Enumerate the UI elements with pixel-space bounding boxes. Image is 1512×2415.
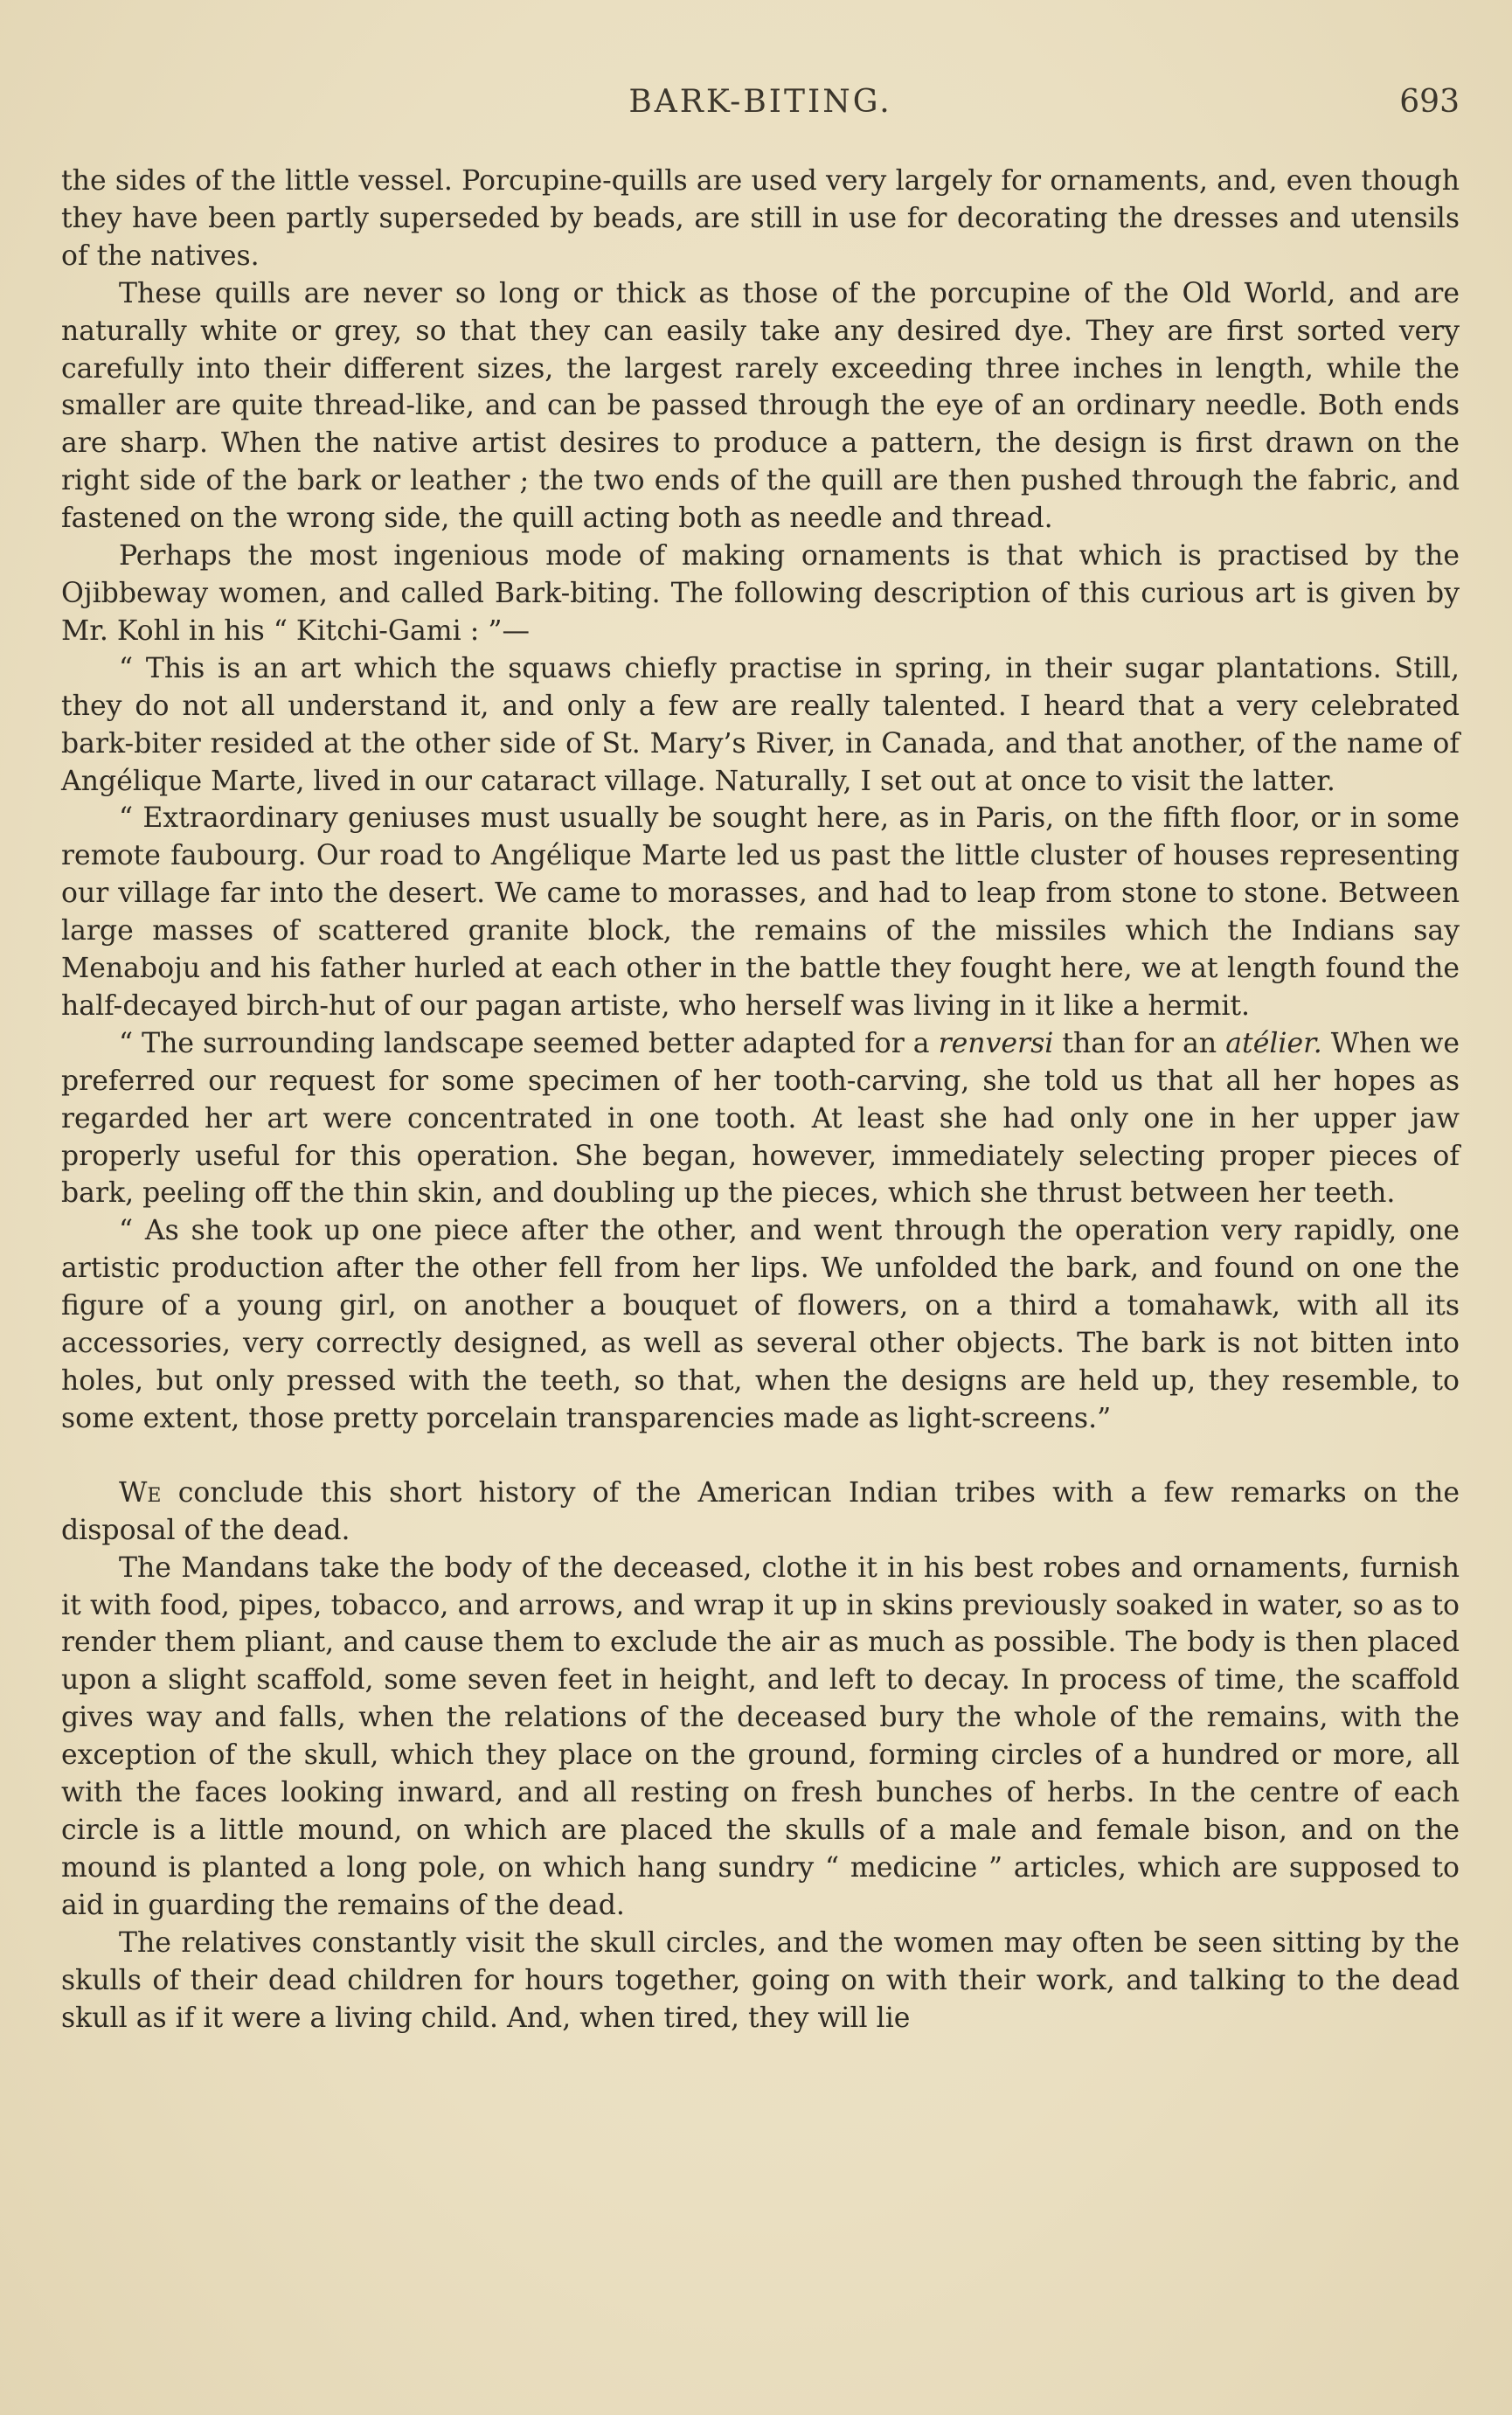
paragraph-quote-landscape <box>61 1025 1460 1213</box>
paragraph-continuation: the sides of the little vessel. Porcupine-quills are used very largely for ornaments, and, even though they have been partly superseded by beads, are still in use for decorating the dresses and utensils of the natives. <box>61 165 1460 272</box>
paragraph-quote-geniuses: “ Extraordinary geniuses must usually be sought here, as in Paris, on the fifth floor, or in some remote faubourg. Our road to Angélique Marte led us past the little cluster of houses representing our village far into the desert. We came to morasses, and had to leap from stone to stone. Between large masses of scattered granite block, the remains of the missiles which the Indians say Menaboju and his father hurled at each other in the battle they fought here, we at length found the half-decayed birch-hut of our pagan artiste, who herself was living in it like a hermit. <box>61 802 1460 1022</box>
text-segment: than for an <box>1053 1027 1226 1059</box>
running-head: BARK-BITING. <box>628 84 892 120</box>
paragraph-relatives: The relatives constantly visit the skull circles, and the women may often be seen sitting by the skulls of their dead children for hours together, going on with their work, and talking to the dead skull as if it were a living child. And, when tired, they will lie <box>61 1926 1460 2034</box>
small-caps-lead: We <box>119 1476 162 1509</box>
paragraph-mandans: The Mandans take the body of the deceased, clothe it in his best robes and ornaments, furnish it with food, pipes, tobacco, and arrows, and wrap it up in skins previously soaked in water, so as to render them pliant, and cause them to exclude the air as much as possible. The body is then placed upon a slight scaffold, some seven feet in height, and left to decay. In process of time, the scaffold gives way and falls, when the relations of the deceased bury the whole of the remains, with the exception of the skull, which they place on the ground, forming circles of a hundred or more, all with the faces looking inward, and all resting on fresh bunches of herbs. In the centre of each circle is a little mound, on which are placed the skulls of a male and female bison, and on the mound is planted a long pole, on which hang sundry “ medicine ” articles, which are supposed to aid in guarding the remains of the dead. <box>61 1551 1460 1921</box>
text-segment: When we preferred our request for some specimen of her tooth-carving, she told us that all her hopes as regarded her art were concentrated in one tooth. At least she had only one in her upper jaw properly useful for this operation. She began, however, immediately selecting proper pieces of bark, peeling off the thin skin, and doubling up the pieces, which she thrust between her teeth. <box>61 1027 1460 1210</box>
page-header <box>61 84 1460 136</box>
paragraph-quote-operation: “ As she took up one piece after the other, and went through the operation very rapidly, one artistic production after the other fell from her lips. We unfolded the bark, and found on one the figure of a young girl, on another a bouquet of flowers, on a third a tomahawk, with all its accessories, very correctly designed, as well as several other objects. The bark is not bitten into holes, but only pressed with the teeth, so that, when the designs are held up, they resemble, to some extent, those pretty porcelain transparencies made as light-screens.” <box>61 1215 1460 1434</box>
text-segment: conclude this short history of the American Indian tribes with a few remarks on the disposal of the dead. <box>61 1476 1460 1546</box>
paragraph-bark-biting-intro: Perhaps the most ingenious mode of making ornaments is that which is practised by the Ojibbeway women, and called Bark-biting. The following description of this curious art is given by Mr. Kohl in his “ Kitchi-Gami : ”— <box>61 540 1460 647</box>
body-text <box>61 163 1460 2037</box>
paragraph-disposal-intro <box>61 1475 1460 1550</box>
text-segment: “ The surrounding landscape seemed better adapted for a <box>119 1027 939 1059</box>
italic-atelier: atélier. <box>1225 1027 1322 1059</box>
paragraph-quote-squaws: “ This is an art which the squaws chiefly practise in spring, in their sugar plantations. Still, they do not all understand it, and only a few are really talented. I heard that a very celebrated bark-biter resided at the other side of St. Mary’s River, in Canada, and that another, of the name of Angélique Marte, lived in our cataract village. Naturally, I set out at once to visit the latter. <box>61 652 1460 797</box>
italic-renversi: renversi <box>938 1027 1054 1059</box>
paragraph-quills: These quills are never so long or thick as those of the porcupine of the Old World, and are naturally white or grey, so that they can easily take any desired dye. They are first sorted very carefully into their different sizes, the largest rarely exceeding three inches in length, while the smaller are quite thread-like, and can be passed through the eye of an ordinary needle. Both ends are sharp. When the native artist desires to produce a pattern, the design is first drawn on the right side of the bark or leather ; the two ends of the quill are then pushed through the fabric, and fastened on the wrong side, the quill acting both as needle and thread. <box>61 277 1460 535</box>
page-number: 693 <box>1399 84 1460 120</box>
